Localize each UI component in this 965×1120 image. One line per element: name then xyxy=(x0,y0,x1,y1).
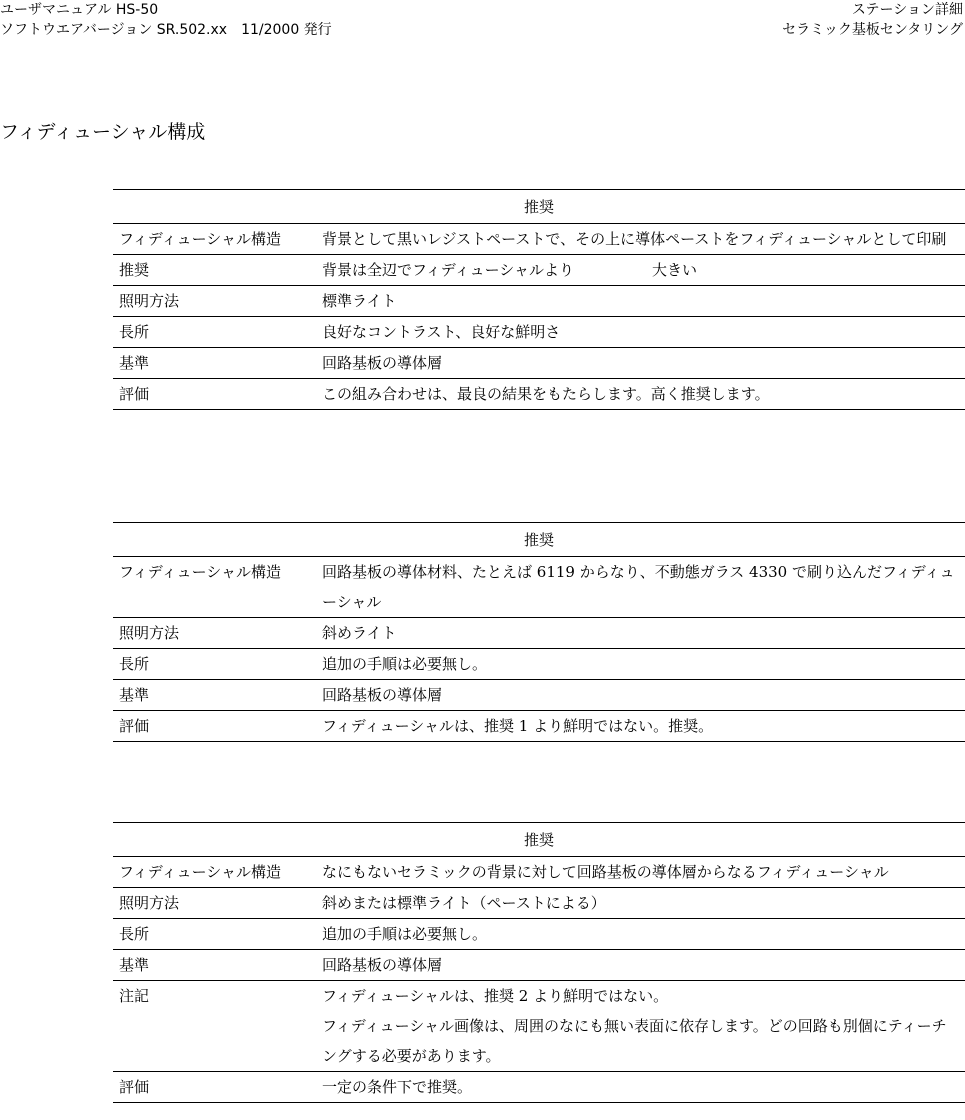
table-heading: 推奨 xyxy=(113,523,965,557)
row-value: 斜めライト xyxy=(322,618,965,649)
row-value-part: 大きい xyxy=(652,261,698,279)
row-value xyxy=(322,255,965,286)
row-value xyxy=(322,981,965,1072)
row-value: この組み合わせは、最良の結果をもたらします。高く推奨します。 xyxy=(322,379,965,410)
table-row xyxy=(113,224,965,255)
row-label: 長所 xyxy=(113,649,322,680)
row-label: 基準 xyxy=(113,680,322,711)
page-title: フィディューシャル構成 xyxy=(0,121,206,143)
table-row xyxy=(113,618,965,649)
row-label: 基準 xyxy=(113,348,322,379)
table-row xyxy=(113,857,965,888)
row-label: 長所 xyxy=(113,919,322,950)
table-row xyxy=(113,649,965,680)
row-value: 回路基板の導体層 xyxy=(322,348,965,379)
header-right xyxy=(782,0,963,40)
row-value: なにもないセラミックの背景に対して回路基板の導体層からなるフィディューシャル xyxy=(322,857,965,888)
header-left xyxy=(0,0,332,40)
row-label: 推奨 xyxy=(113,255,322,286)
table-row xyxy=(113,711,965,742)
row-label: 長所 xyxy=(113,317,322,348)
row-label: 評価 xyxy=(113,1072,322,1103)
table-heading: 推奨 xyxy=(113,823,965,857)
row-value: 良好なコントラスト、良好な鮮明さ xyxy=(322,317,965,348)
fiducial-table-2 xyxy=(113,522,965,742)
manual-title: ユーザマニュアル HS-50 xyxy=(0,2,159,18)
row-value: 斜めまたは標準ライト（ペーストによる） xyxy=(322,888,965,919)
row-label: フィディューシャル構造 xyxy=(113,557,322,618)
note-line: フィディューシャル画像は、周囲のなにも無い表面に依存します。どの回路も別個にティーチングする必要があります。 xyxy=(322,1017,947,1065)
row-label: 照明方法 xyxy=(113,618,322,649)
row-label: 基準 xyxy=(113,950,322,981)
table-row xyxy=(113,348,965,379)
table-row xyxy=(113,981,965,1072)
table-row xyxy=(113,379,965,410)
row-label: 評価 xyxy=(113,711,322,742)
table-row xyxy=(113,680,965,711)
table-row xyxy=(113,286,965,317)
row-value: フィディューシャルは、推奨 1 より鮮明ではない。推奨。 xyxy=(322,711,965,742)
table-row xyxy=(113,919,965,950)
row-value: 標準ライト xyxy=(322,286,965,317)
row-value-part: 背景は全辺でフィディューシャルより xyxy=(322,261,575,279)
table-row xyxy=(113,255,965,286)
chapter-title: ステーション詳細 xyxy=(851,2,963,18)
table-row xyxy=(113,317,965,348)
table-row xyxy=(113,557,965,618)
row-value: 追加の手順は必要無し。 xyxy=(322,649,965,680)
note-line: フィディューシャルは、推奨 2 より鮮明ではない。 xyxy=(322,987,669,1005)
row-value: 一定の条件下で推奨。 xyxy=(322,1072,965,1103)
row-label: 注記 xyxy=(113,981,322,1072)
table-heading: 推奨 xyxy=(113,190,965,224)
row-value: 回路基板の導体材料、たとえば 6119 からなり、不動態ガラス 4330 で刷り込んだフィディューシャル xyxy=(322,557,965,618)
table-row xyxy=(113,950,965,981)
row-label: 評価 xyxy=(113,379,322,410)
table-row xyxy=(113,888,965,919)
row-value: 追加の手順は必要無し。 xyxy=(322,919,965,950)
section-subtitle: セラミック基板センタリング xyxy=(782,22,963,38)
fiducial-table-1 xyxy=(113,189,965,410)
row-label: 照明方法 xyxy=(113,888,322,919)
row-label: フィディューシャル構造 xyxy=(113,224,322,255)
row-value: 背景として黒いレジストペーストで、その上に導体ペーストをフィディューシャルとして印刷 xyxy=(322,224,965,255)
software-version: ソフトウエアバージョン SR.502.xx 11/2000 発行 xyxy=(0,22,332,38)
row-label: 照明方法 xyxy=(113,286,322,317)
row-value: 回路基板の導体層 xyxy=(322,680,965,711)
row-label: フィディューシャル構造 xyxy=(113,857,322,888)
row-value: 回路基板の導体層 xyxy=(322,950,965,981)
fiducial-table-3 xyxy=(113,822,965,1103)
table-row xyxy=(113,1072,965,1103)
